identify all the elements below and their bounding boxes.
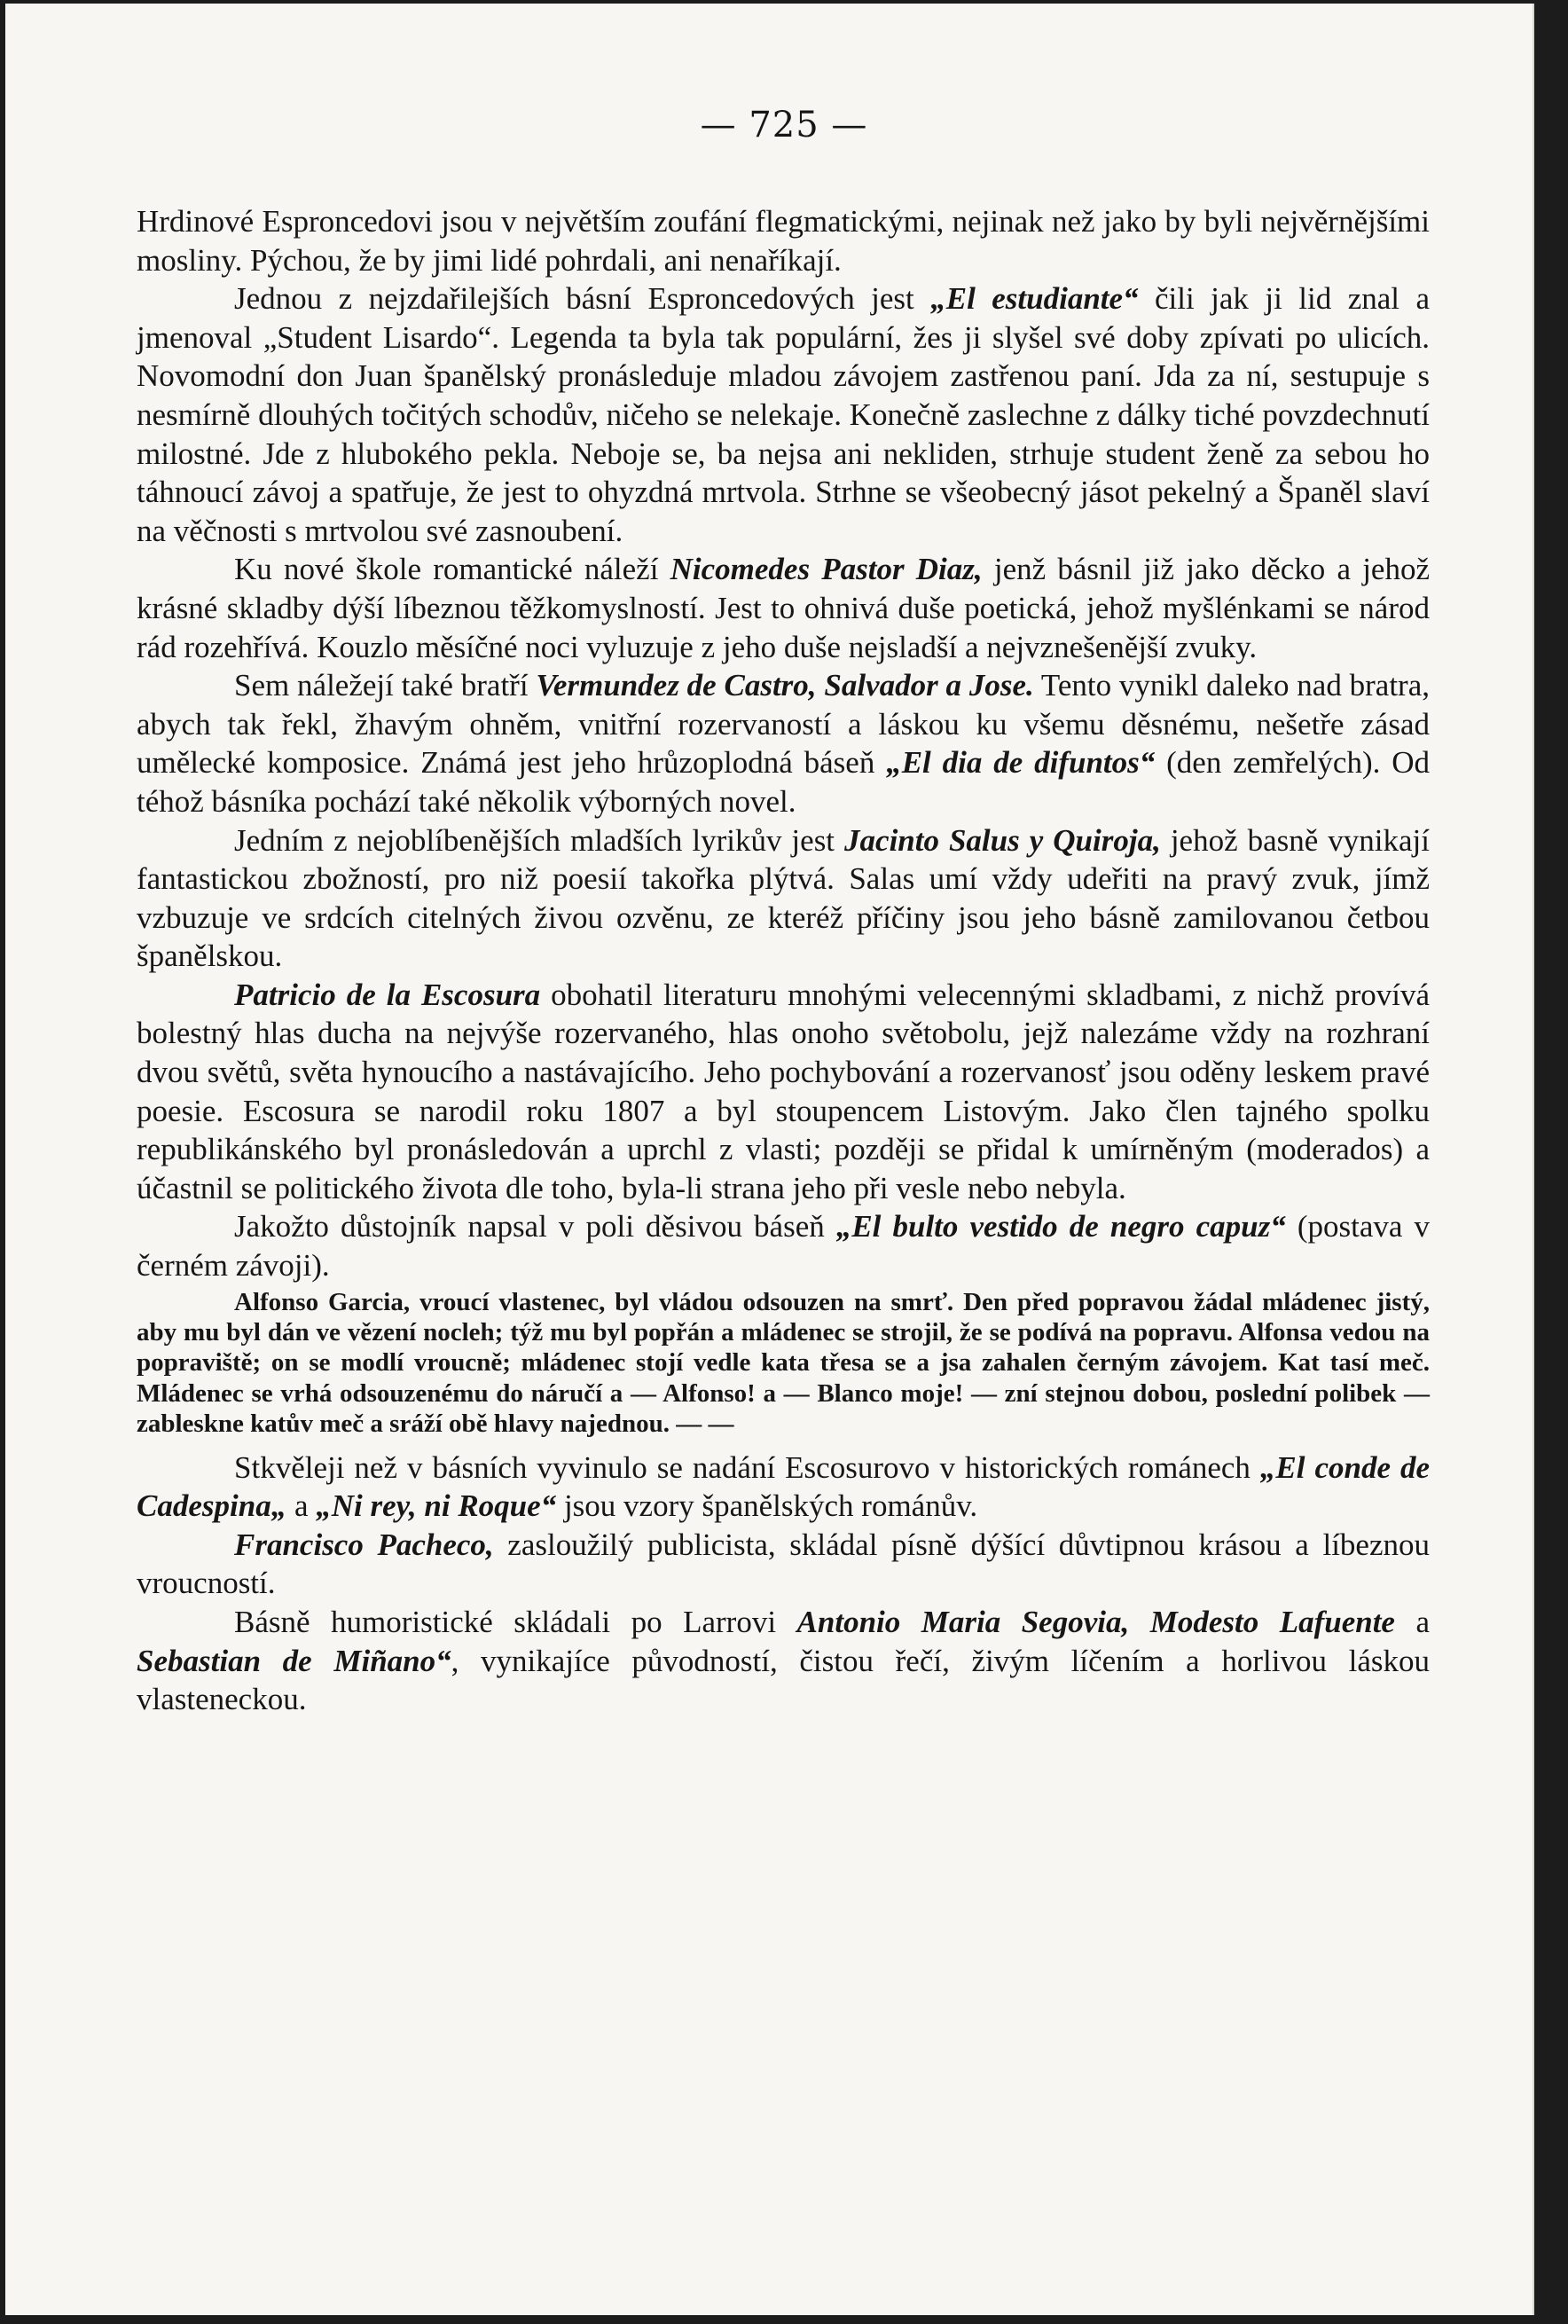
- text-run: Tento vynikl daleko nad bratra, abych tak řekl, žhavým ohněm, vnitřní rozervaností a láskou ku všemu děsnému, nešetře zásad umělecké komposice. Známá jest jeho hrůzoplodná báseň: [137, 668, 1430, 781]
- italic-title: „Ni rey, ni Roque“: [316, 1488, 557, 1524]
- text-run: Jedním z nejoblíbenějších mladších lyrikův jest: [234, 822, 845, 858]
- text-run: (postava v černém závoji).: [137, 1209, 1430, 1284]
- paragraph: [137, 666, 1430, 820]
- paragraph: [137, 1449, 1430, 1526]
- paragraph: [137, 1603, 1430, 1719]
- page-number: — 725 —: [700, 105, 868, 145]
- text-run: (den zemřelých). Od téhož básníka pochází také několik výborných novel.: [137, 745, 1430, 819]
- italic-title: Jacinto Salus y Quiroja,: [844, 822, 1161, 858]
- text-run: , vynikajíce původností, čistou řečí, živým líčením a horlivou láskou vlasteneckou.: [137, 1643, 1430, 1717]
- text-run: a: [1394, 1605, 1430, 1640]
- text-run: Sem náležejí také bratří: [234, 668, 537, 703]
- italic-title: Francisco Pacheco,: [234, 1527, 494, 1562]
- text-run: obohatil literaturu mnohými velecennými skladbami, z nichž provívá bolestný hlas ducha na nejvýše rozervaného, hlas onoho světobolu, jejž nalezáme vždy na rozhraní dvou světů, světa hynoucího a nastávajícího. Jeho pochybování a rozervanosť jsou oděny leskem pravé poesie. Escosura se narodil roku 1807 a byl stoupencem Listovým. Jako člen tajného spolku republikánského byl pronásledován a uprchl z vlasti; později se přidal k umírněným (moderados) a účastnil se politického života dle toho, byla-li strana jeho při vesle nebo nebyla.: [137, 977, 1430, 1205]
- text-run: Jakožto důstojník napsal v poli děsivou báseň: [234, 1209, 836, 1244]
- italic-title: Sebastian de Miñano“: [137, 1643, 451, 1678]
- paragraph: [137, 1207, 1430, 1284]
- text-run: zasloužilý publicista, skládal písně dýšící důvtipnou krásou a líbeznou vroucností.: [137, 1527, 1430, 1601]
- text-run: a: [286, 1488, 317, 1524]
- text-run: Básně humoristické skládali po Larrovi: [234, 1605, 797, 1640]
- paragraph: [137, 550, 1430, 666]
- paragraph: [137, 202, 1430, 279]
- italic-title: Vermundez de Castro, Salvador a Jose.: [536, 668, 1034, 703]
- italic-title: Nicomedes Pastor Diaz,: [670, 552, 983, 587]
- text-run: Jednou z nejzdařilejších básní Esproncedových jest: [234, 281, 931, 317]
- text-run: Ku nové škole romantické náleží: [234, 552, 670, 587]
- italic-title: „El dia de difuntos“: [886, 745, 1156, 781]
- italic-title: Patricio de la Escosura: [234, 977, 541, 1012]
- text-run: jenž básnil již jako děcko a jehož krásné skladby dýší líbeznou těžkomyslností. Jest to ohnivá duše poetická, jehož myšlénkami se národ rád rozehřívá. Kouzlo měsíčné noci vyluzuje z jeho duše nejsladší a nejvznešenější zvuky.: [137, 552, 1430, 664]
- italic-title: „El estudiante“: [930, 281, 1139, 317]
- paragraphs-before-note: [137, 202, 1430, 1285]
- body-text: [137, 202, 1430, 1719]
- text-run: jsou vzory španělských románův.: [556, 1488, 978, 1524]
- paragraph: [137, 821, 1430, 976]
- text-run: Hrdinové Esproncedovi jsou v největším zoufání flegmatickými, nejinak než jako by byli nejvěrnějšími mosliny. Pýchou, že by jimi lidé pohrdali, ani nenaříkají.: [137, 204, 1430, 278]
- paragraphs-after-note: [137, 1449, 1430, 1719]
- text-run: Stkvěleji než v básních vyvinulo se nadání Escosurovo v historických románech: [234, 1449, 1260, 1485]
- paragraph: [137, 976, 1430, 1208]
- text-run: čili jak ji lid znal a jmenoval „Student Lisardo“. Legenda ta byla tak populární, žes ji slyšel své doby zpívati po ulicích. Novomodní don Juan španělský pronásleduje mladou závojem zastřenou paní. Jda za ní, sestupuje s nesmírně dlouhých točitých schodův, ničeho se nelekaje. Konečně zaslechne z dálky tiché povzdechnutí milostné. Jde z hlubokého pekla. Neboje se, ba nejsa ani nekliden, strhuje student ženě za sebou ho táhnoucí závoj a spatřuje, že jest to ohyzdná mrtvola. Strhne se všeobecný jásot pekelný a Španěl slaví na věčnosti s mrtvolou své zasnoubení.: [137, 281, 1430, 548]
- paragraph: [137, 1526, 1430, 1603]
- footnote-anecdote: Alfonso Garcia, vroucí vlastenec, byl vládou odsouzen na smrť. Den před popravou žádal mládenec jistý, aby mu byl dán ve vězení nocleh; týž mu byl popřán a mládenec se strojil, že se podívá na popravu. Alfonsa vedou na popraviště; on se modlí vroucně; mládenec stojí vedle kata třesa se a jsa zahalen černým závojem. Kat tasí meč. Mládenec se vrhá odsouzenému do náručí a — Alfonso! a — Blanco moje! — zní stejnou dobou, poslední polibek — zableskne katův meč a sráží obě hlavy najednou. — —: [137, 1287, 1430, 1439]
- italic-title: „El bulto vestido de negro capuz“: [835, 1209, 1286, 1244]
- paragraph: [137, 279, 1430, 550]
- italic-title: „El conde de Cadespina„: [137, 1449, 1431, 1524]
- italic-title: Antonio Maria Segovia, Modesto Lafuente: [796, 1605, 1395, 1640]
- text-run: jehož basně vynikají fantastickou zbožností, pro niž poesií takořka plýtvá. Salas umí vždy udeřiti na pravý zvuk, jímž vzbuzuje ve srdcích citelných živou ozvěnu, ze kteréž příčiny jsou jeho básně zamilovanou četbou španělskou.: [137, 822, 1430, 974]
